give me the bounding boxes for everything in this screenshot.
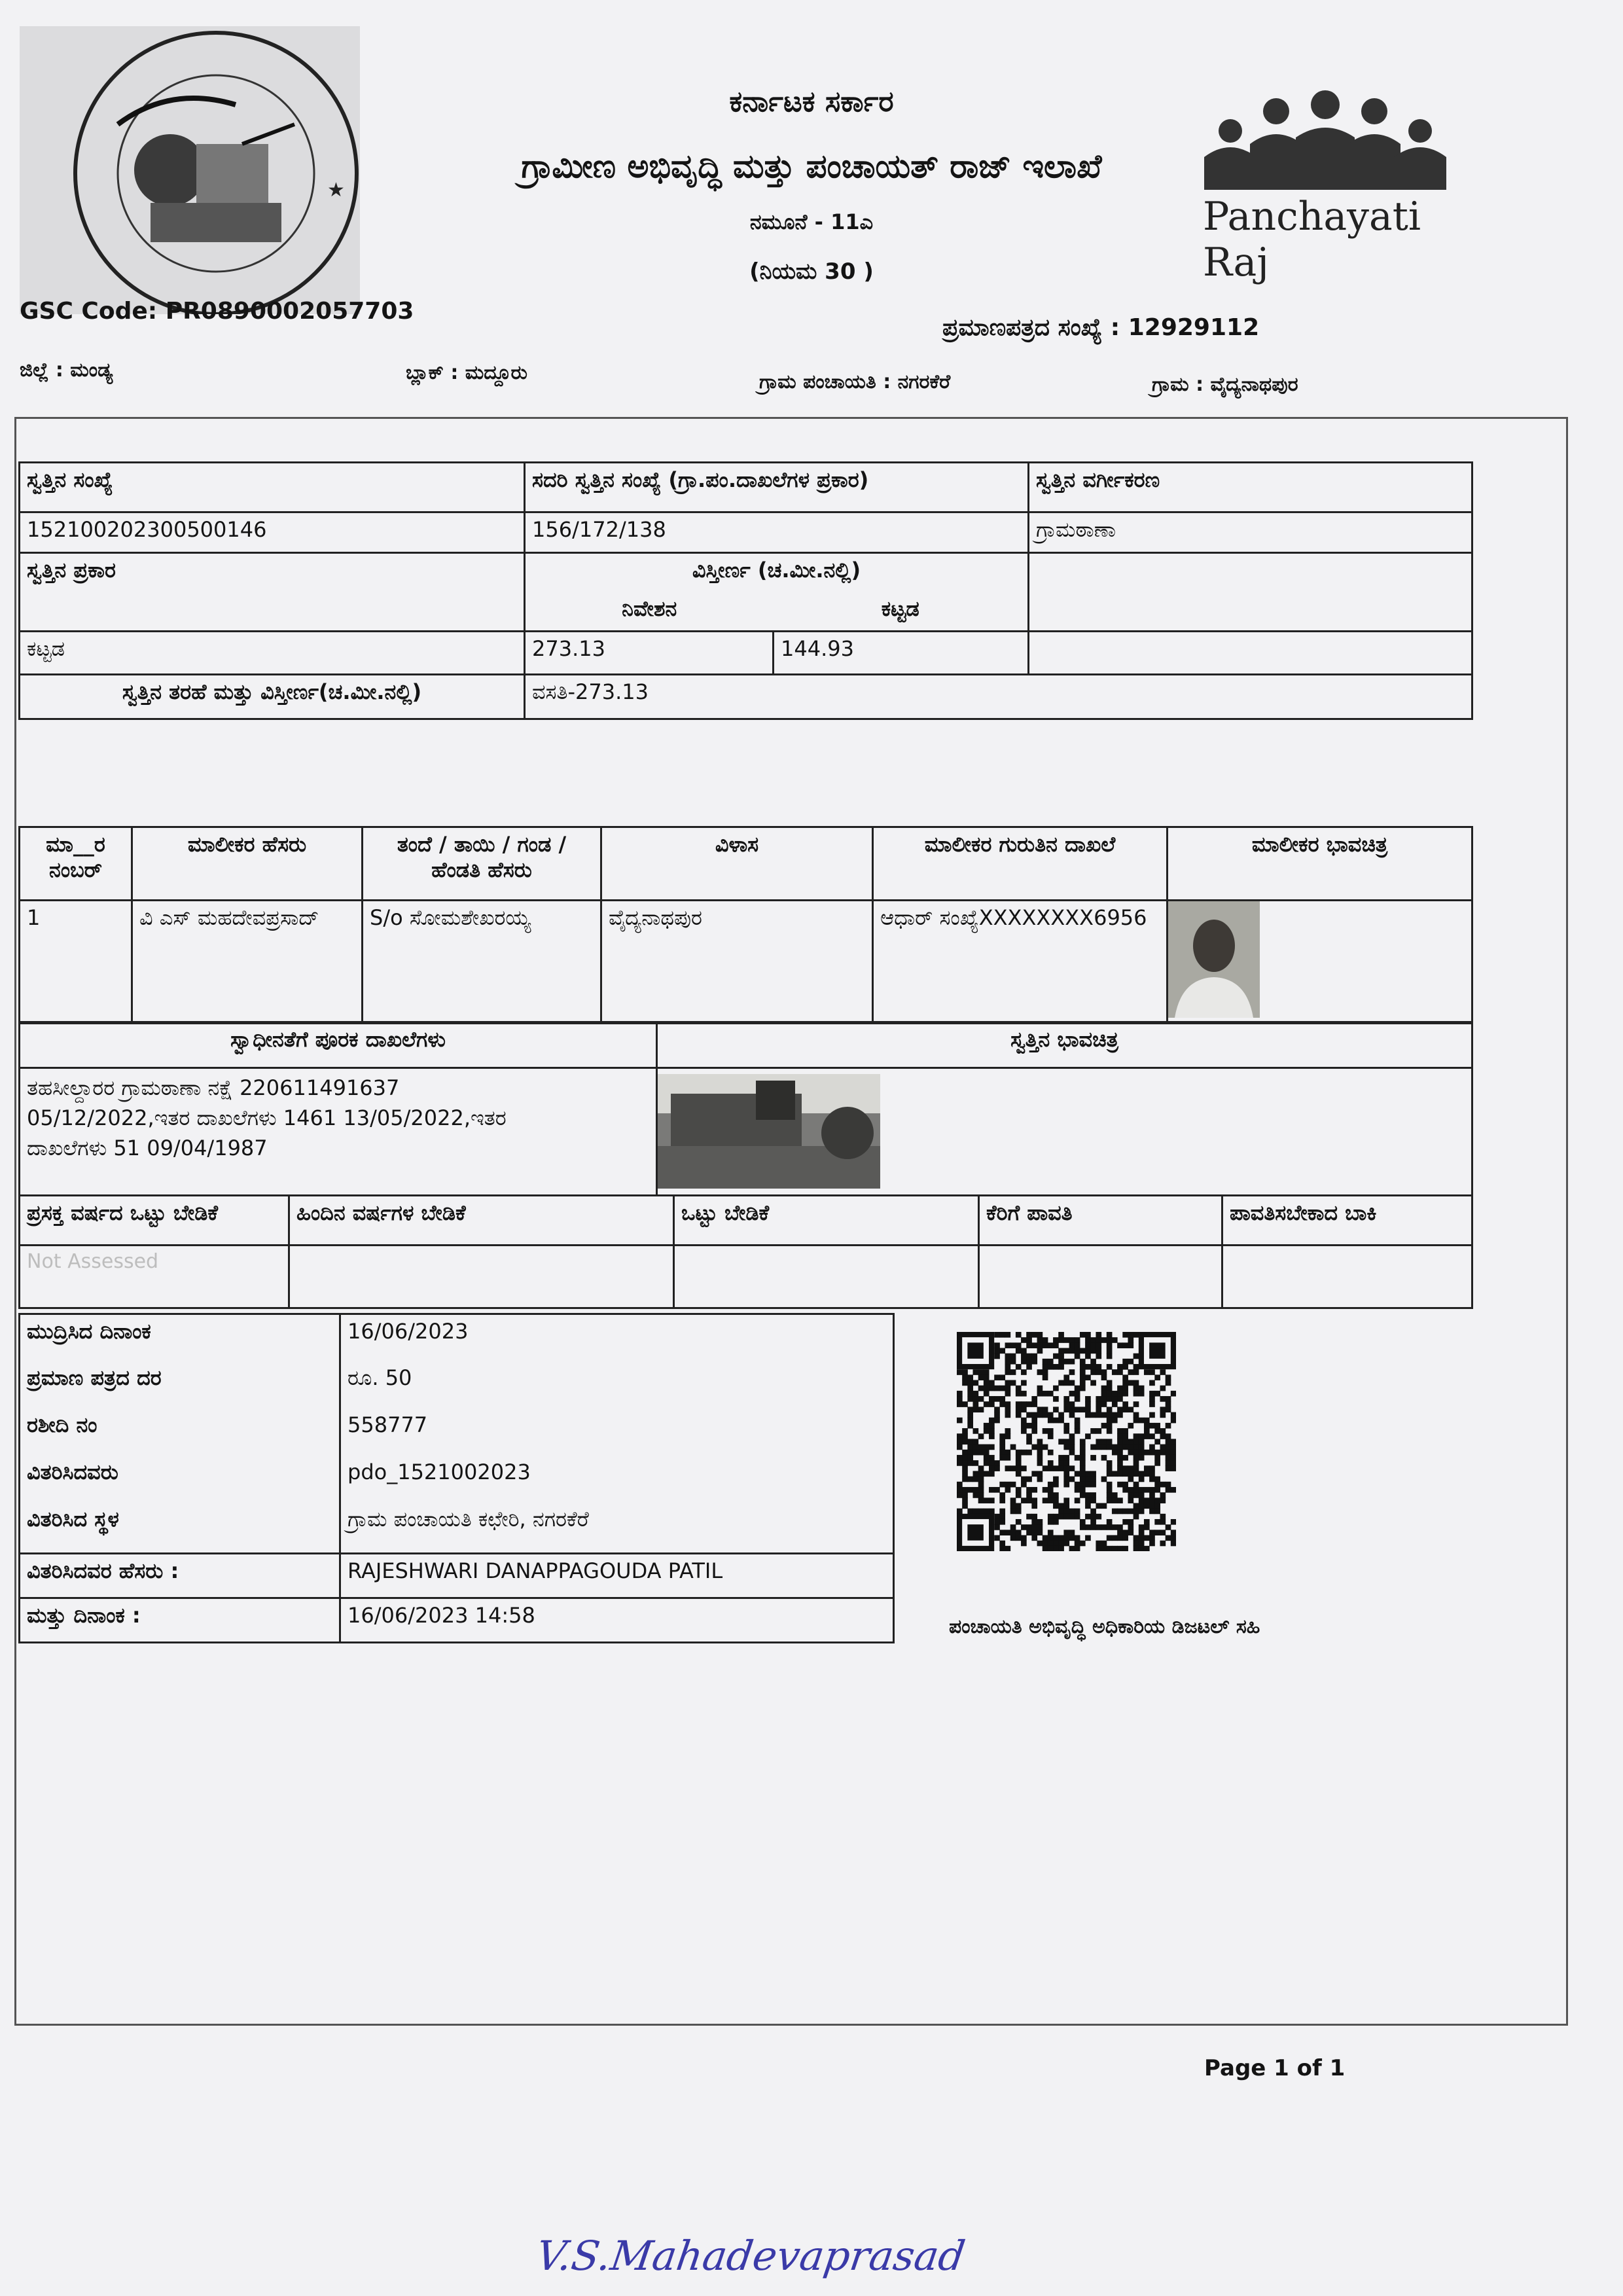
empty-cell — [674, 1246, 979, 1308]
receipt-label: ರಶೀದಿ ನಂ — [20, 1408, 340, 1456]
docs-line-1: ತಹಸೀಲ್ದಾರರ ಗ್ರಾಮಠಾಣಾ ನಕ್ಷೆ 220611491637 — [27, 1075, 400, 1100]
total-demand-header: ಒಟ್ಟು ಬೇಡಿಕೆ — [674, 1196, 979, 1246]
receipt-number: 558777 — [340, 1408, 894, 1456]
owner-relation: S/o ಸೋಮಶೇಖರಯ್ಯ — [363, 901, 601, 1024]
owner-name: ವಿ ಎಸ್ ಮಹದೇವಪ್ರಸಾದ್ — [132, 901, 363, 1024]
id-doc-header: ಮಾಲೀಕರ ಗುರುತಿನ ದಾಖಲೆ — [873, 827, 1168, 901]
place: ಗ್ರಾಮ ಪಂಚಾಯತಿ ಕಛೇರಿ, ನಗರಕೆರೆ — [340, 1503, 894, 1554]
property-type-label: ಸ್ವತ್ತಿನ ಪ್ರಕಾರ — [20, 553, 525, 632]
place-label: ವಿತರಿಸಿದ ಸ್ಥಳ — [20, 1503, 340, 1554]
classification-label: ಸ್ವತ್ತಿನ ವರ್ಗೀಕರಣ — [1029, 463, 1472, 512]
owner-number: 1 — [20, 901, 132, 1024]
gsc-code: GSC Code: PR0890002057703 — [20, 298, 414, 325]
fee-label: ಪ್ರಮಾಣ ಪತ್ರದ ದರ — [20, 1361, 340, 1408]
owner-photo-cell — [1168, 901, 1472, 1024]
relation-header: ತಂದೆ / ತಾಯಿ / ಗಂಡ / ಹೆಂಡತಿ ಹೆಸರು — [363, 827, 601, 901]
site-area-value: 273.13 — [525, 632, 774, 675]
area-label: ವಿಸ್ತೀರ್ಣ (ಚ.ಮೀ.ನಲ್ಲಿ) — [525, 553, 1029, 592]
property-table — [18, 461, 1473, 720]
owners-table — [18, 826, 1473, 1024]
issuer: pdo_1521002023 — [340, 1456, 894, 1503]
property-id-label: ಸ್ವತ್ತಿನ ಸಂಖ್ಯೆ — [20, 463, 525, 512]
empty-cell — [979, 1246, 1222, 1308]
empty-cell — [289, 1246, 674, 1308]
owner-name-header: ಮಾಲೀಕರ ಹೆಸರು — [132, 827, 363, 901]
old-number-value: 156/172/138 — [525, 512, 1029, 553]
digital-sign-label: ಪಂಚಾಯತಿ ಅಭಿವೃದ್ಧಿ ಅಧಿಕಾರಿಯ ಡಿಜಟಲ್ ಸಹಿ — [949, 1615, 1260, 1638]
tax-table — [18, 1194, 1473, 1309]
district: ಜಿಲ್ಲೆ : ಮಂಡ್ಯ — [20, 359, 113, 382]
balance-header: ಪಾವತಿಸಬೇಕಾದ ಬಾಕಿ — [1222, 1196, 1472, 1246]
current-demand-header: ಪ್ರಸಕ್ತ ವರ್ಷದ ಒಟ್ಟು ಬೇಡಿಕೆ — [20, 1196, 289, 1246]
supporting-docs — [20, 1068, 657, 1196]
form-number: ನಮೂನೆ - 11ಎ — [749, 209, 874, 234]
owner-address: ವೈದ್ಯನಾಥಪುರ — [601, 901, 873, 1024]
current-demand-value: Not Assessed — [20, 1246, 289, 1308]
property-id-value: 152100202300500146 — [20, 512, 525, 553]
property-photo-header: ಸ್ವತ್ತಿನ ಭಾವಚಿತ್ರ — [657, 1022, 1472, 1068]
property-photo — [658, 1074, 880, 1189]
property-type-value: ಕಟ್ಟಡ — [20, 632, 525, 675]
fee: ರೂ. 50 — [340, 1361, 894, 1408]
building-area-value: 144.93 — [774, 632, 1029, 675]
issuer-name-label: ವಿತರಿಸಿದವರ ಹೆಸರು : — [20, 1554, 340, 1598]
docs-line-2: 05/12/2022,ಇತರ ದಾಖಲೆಗಳು 1461 13/05/2022,ಇತರ — [27, 1105, 507, 1130]
logo-text: Panchayati Raj — [1203, 194, 1421, 285]
department-title: ಗ್ರಾಮೀಣ ಅಭಿವೃದ್ಧಿ ಮತ್ತು ಪಂಚಾಯತ್ ರಾಜ್ ಇಲಾಖೆ — [521, 147, 1102, 185]
issue-table — [18, 1313, 895, 1643]
table-row — [20, 901, 1472, 1024]
address-header: ವಿಳಾಸ — [601, 827, 873, 901]
village: ಗ್ರಾಮ : ವೈದ್ಯನಾಥಪುರ — [1152, 373, 1298, 396]
owner-photo-header: ಮಾಲೀಕರ ಭಾವಚಿತ್ರ — [1168, 827, 1472, 901]
printed-date-label: ಮುದ್ರಿಸಿದ ದಿನಾಂಕ — [20, 1314, 340, 1361]
empty-cell — [1222, 1246, 1472, 1308]
building-label: ಕಟ್ಟಡ — [774, 592, 1029, 632]
usage-value: ವಸತಿ-273.13 — [525, 675, 1472, 719]
issuer-name: RAJESHWARI DANAPPAGOUDA PATIL — [340, 1554, 894, 1598]
site-label: ನಿವೇಶನ — [525, 592, 774, 632]
empty-cell — [1029, 632, 1472, 675]
issuer-label: ವಿತರಿಸಿದವರು — [20, 1456, 340, 1503]
owner-id-doc: ಆಧಾರ್ ಸಂಖ್ಯೆXXXXXXXX6956 — [873, 901, 1168, 1024]
svg-text:★: ★ — [327, 179, 345, 202]
gram-panchayat: ಗ್ರಾಮ ಪಂಚಾಯತಿ : ನಗರಕೆರೆ — [759, 370, 951, 393]
paid-header: ಕೆರಿಗೆ ಪಾವತಿ — [979, 1196, 1222, 1246]
old-number-label: ಸದರಿ ಸ್ವತ್ತಿನ ಸಂಖ್ಯೆ (ಗ್ರಾ.ಪಂ.ದಾಖಲೆಗಳ ಪ್ರಕಾರ) — [525, 463, 1029, 512]
block: ಬ್ಲಾಕ್ : ಮದ್ದೂರು — [406, 361, 527, 384]
printed-date: 16/06/2023 — [340, 1314, 894, 1361]
rule-number: (ನಿಯಮ 30 ) — [749, 259, 874, 285]
qr-code — [957, 1332, 1176, 1551]
datetime-label: ಮತ್ತು ದಿನಾಂಕ : — [20, 1598, 340, 1643]
page-number: Page 1 of 1 — [1204, 2055, 1346, 2081]
usage-label: ಸ್ವತ್ತಿನ ತರಹೆ ಮತ್ತು ವಿಸ್ತೀರ್ಣ(ಚ.ಮೀ.ನಲ್ಲಿ) — [20, 675, 525, 719]
docs-line-3: ದಾಖಲೆಗಳು 51 09/04/1987 — [27, 1136, 268, 1160]
panchayati-raj-logo — [1191, 85, 1466, 285]
handwritten-signature: V.S.Mahadevaprasad — [533, 2232, 969, 2280]
owner-photo — [1168, 901, 1260, 1018]
owner-number-header: ಮಾ__ರ ನಂಬರ್ — [20, 827, 132, 901]
supporting-docs-header: ಸ್ವಾಧೀನತೆಗೆ ಪೂರಕ ದಾಖಲೆಗಳು — [20, 1022, 657, 1068]
certificate-number: ಪ್ರಮಾಣಪತ್ರದ ಸಂಖ್ಯೆ : 12929112 — [942, 314, 1260, 341]
govt-title: ಕರ್ನಾಟಕ ಸರ್ಕಾರ — [729, 85, 894, 118]
empty-cell — [1029, 553, 1472, 632]
documents-table — [18, 1021, 1473, 1196]
previous-demand-header: ಹಿಂದಿನ ವರ್ಷಗಳ ಬೇಡಿಕೆ — [289, 1196, 674, 1246]
classification-value: ಗ್ರಾಮಠಾಣಾ — [1029, 512, 1472, 553]
property-photo-cell — [657, 1068, 1472, 1196]
issue-datetime: 16/06/2023 14:58 — [340, 1598, 894, 1643]
